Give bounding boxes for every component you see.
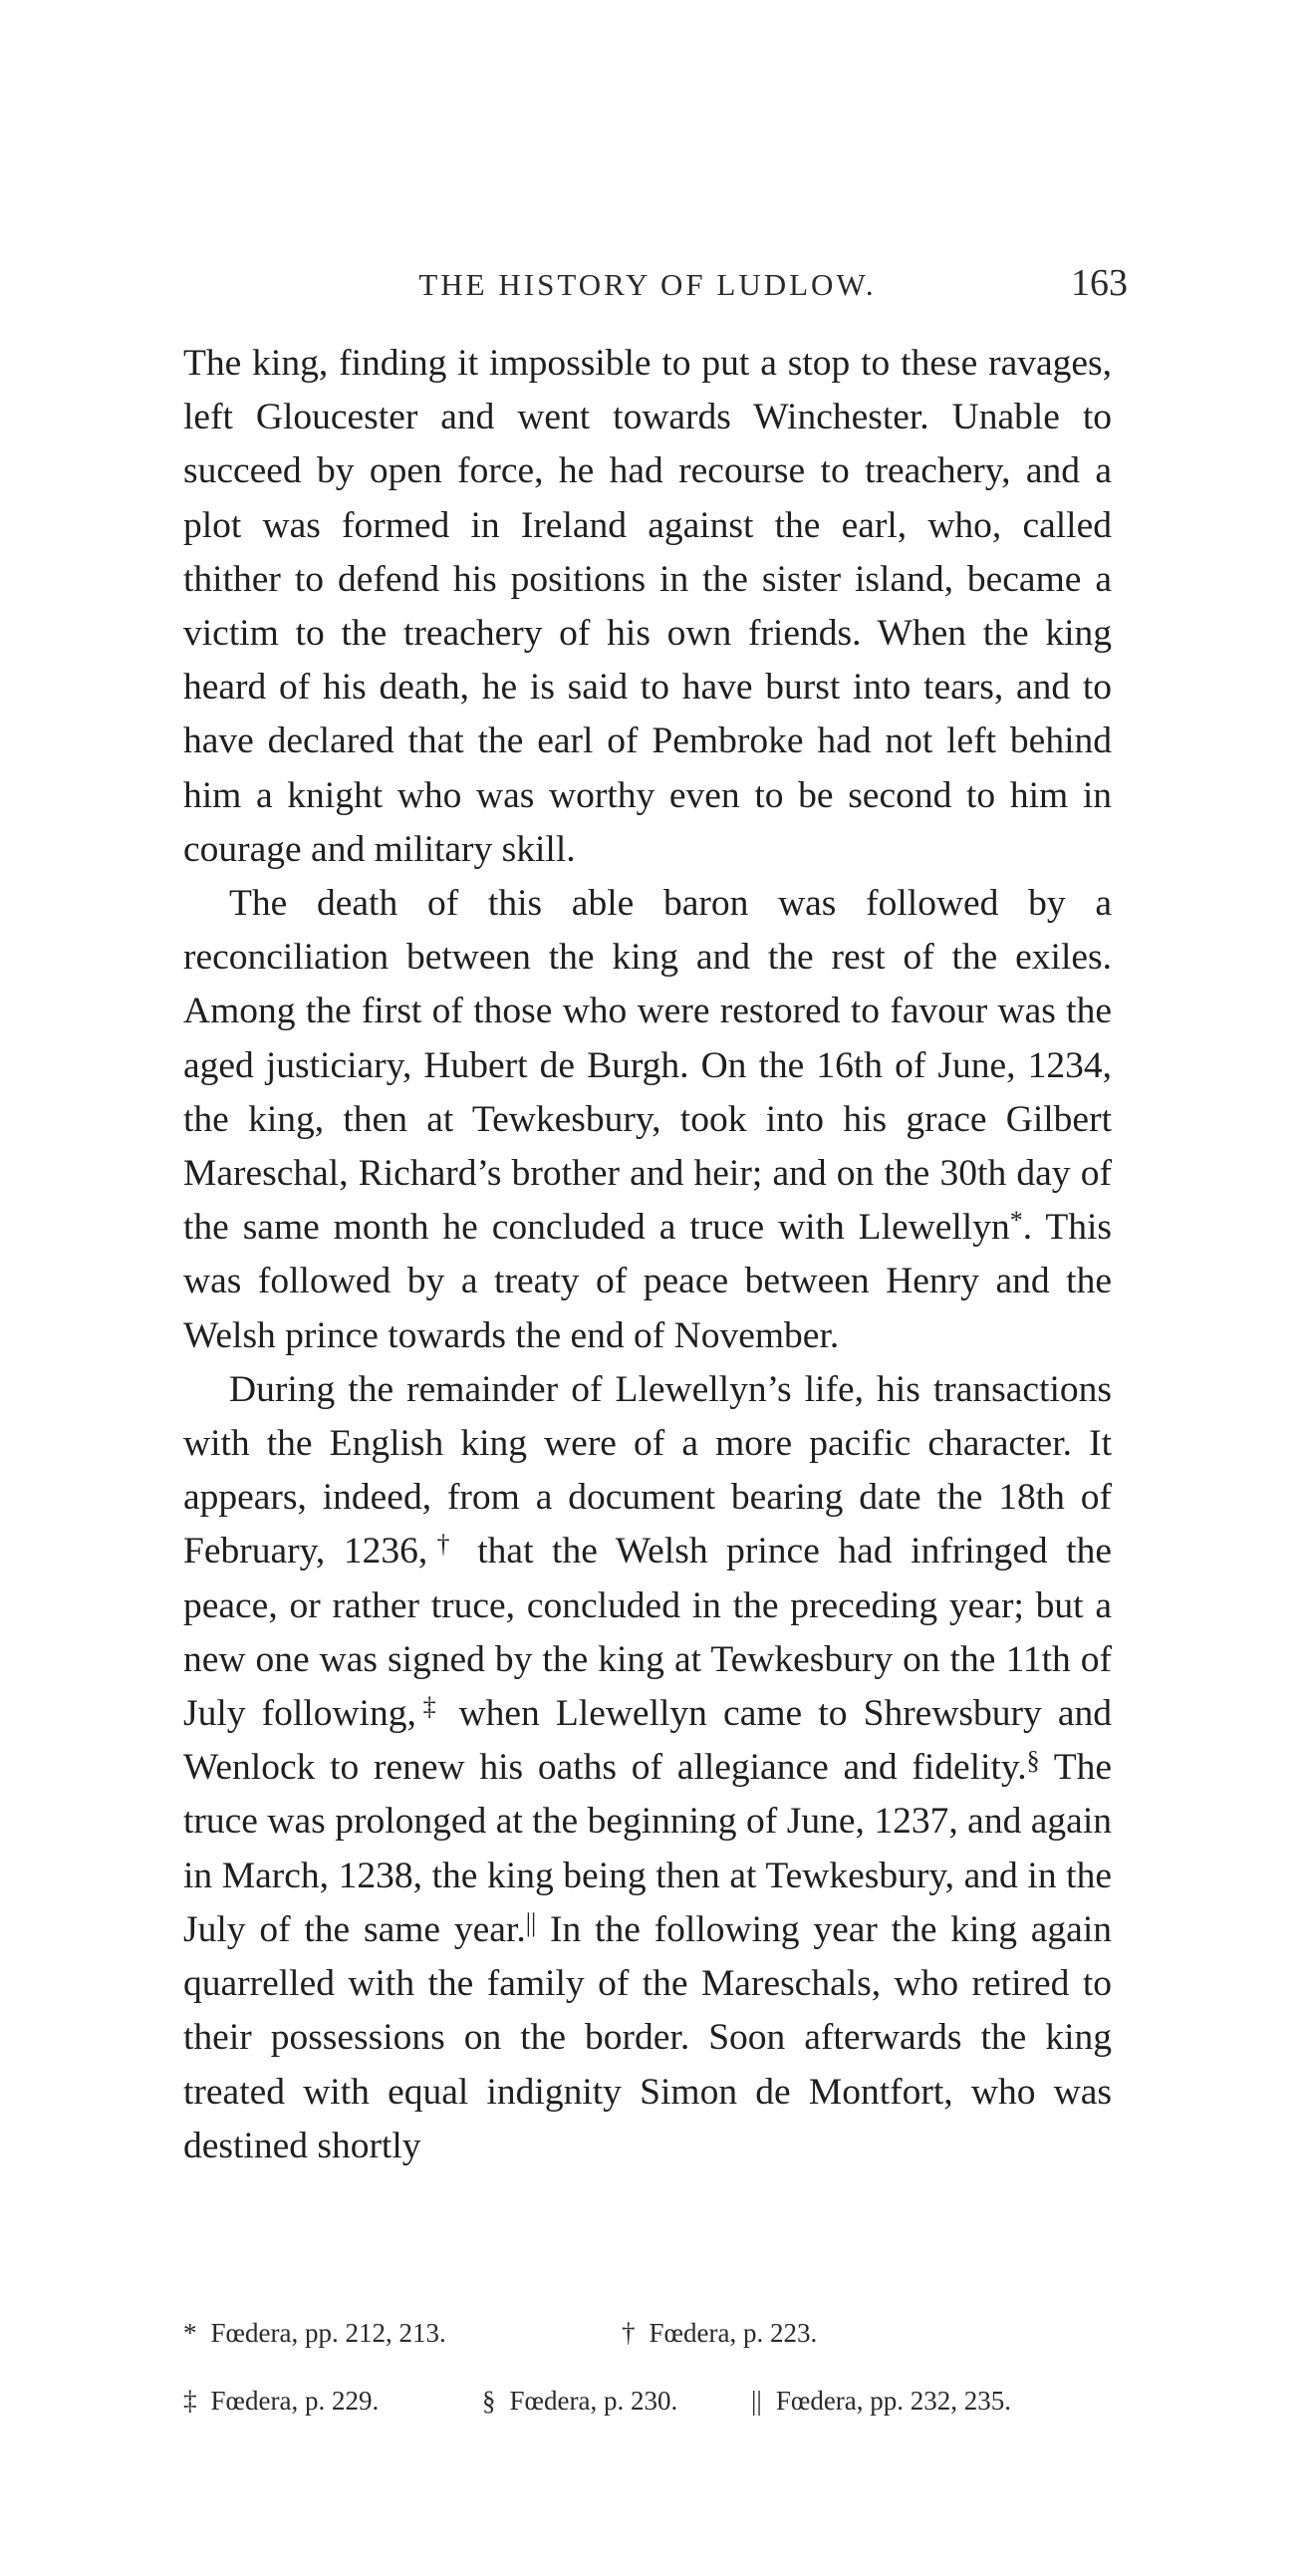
footnote-ref[interactable]: † [427,1530,459,1560]
footnote-symbol: * [183,2318,197,2348]
footnote-text: Fœdera, p. 230. [509,2386,678,2416]
footnote [622,2318,817,2349]
paragraph-text: . This was followed by a treaty of peace between Henry and the Welsh prince towards the end of November. [183,1207,1112,1356]
footnote-text: Fœdera, p. 229. [210,2386,380,2416]
paragraph-text: when Llewellyn came to Shrewsbury and Wenlock to renew his oaths of allegiance and fidelity. [183,1693,1113,1789]
footnote-text: Fœdera, p. 223. [649,2318,818,2348]
paragraph-text: The king, finding it impossible to put a stop to these ravages, left Gloucester and went towards Winchester. Unable to succeed by open force, he had recourse to treachery, and a plot was formed in Ireland against the earl, who, called thither to defend his positions in the sister island, became a victim to the treachery of his own friends. When the king heard of his death, he is said to have burst into tears, and to have declared that the earl of Pembroke had not left behind him a knight who was worthy even to be second to him in courage and military skill. [183,343,1112,870]
footnote-ref[interactable]: * [1009,1206,1023,1236]
footnote-ref[interactable]: || [525,1907,537,1937]
footnote-ref[interactable]: ‡ [415,1692,443,1722]
footnote [482,2386,677,2417]
footnote-symbol: ‡ [183,2386,197,2416]
footnote-symbol: † [622,2318,636,2348]
paragraph-text: that the Welsh prince had infringed the peace, or rather truce, concluded in the preceding year; but a new one was signed by the king at Tewkesbury on the 11th of July following, [183,1531,1112,1735]
footnote-symbol: § [482,2386,496,2416]
body-text [183,337,1112,2173]
footnote-text: Fœdera, pp. 232, 235. [775,2386,1012,2416]
paragraph-text: The death of this able baron was followed by a reconciliation between the king and the rest of the exiles. Among the first of those who were restored to favour was the aged justiciary, Hubert de Burgh. On the 16th of June, 1234, the king, then at Tewkesbury, took into his grace Gilbert Mareschal, Richard’s brother and heir; and on the 30th day of the same month he concluded a truce with Llewellyn [183,883,1112,1249]
paragraph [183,1363,1112,2173]
footnote-text: Fœdera, pp. 212, 213. [210,2318,446,2348]
footnote [751,2386,1011,2417]
paragraph [183,337,1112,877]
paragraph [183,877,1112,1363]
page-number: 163 [1071,262,1128,304]
footnote-ref[interactable]: § [1026,1746,1040,1776]
paragraph-text: In the following year the king again quarrelled with the family of the Mareschals, who retired to their possessions on the border. Soon afterwards the king treated with equal indignity Simon de Montfort, who was destined shortly [183,1908,1112,2166]
paragraph-text: During the remainder of Llewellyn’s life, his transactions with the English king were of a more pacific character. It appears, indeed, from a document bearing date the 18th of February, 1236, [183,1368,1112,1573]
running-head: THE HISTORY OF LUDLOW. [418,267,877,302]
paragraph-text: The truce was prolonged at the beginning of June, 1237, and again in March, 1238, the king being then at Tewkesbury, and in the July of the same year. [183,1747,1112,1950]
footnote-symbol: || [751,2386,762,2416]
footnote [183,2318,446,2349]
footnote [183,2386,379,2417]
